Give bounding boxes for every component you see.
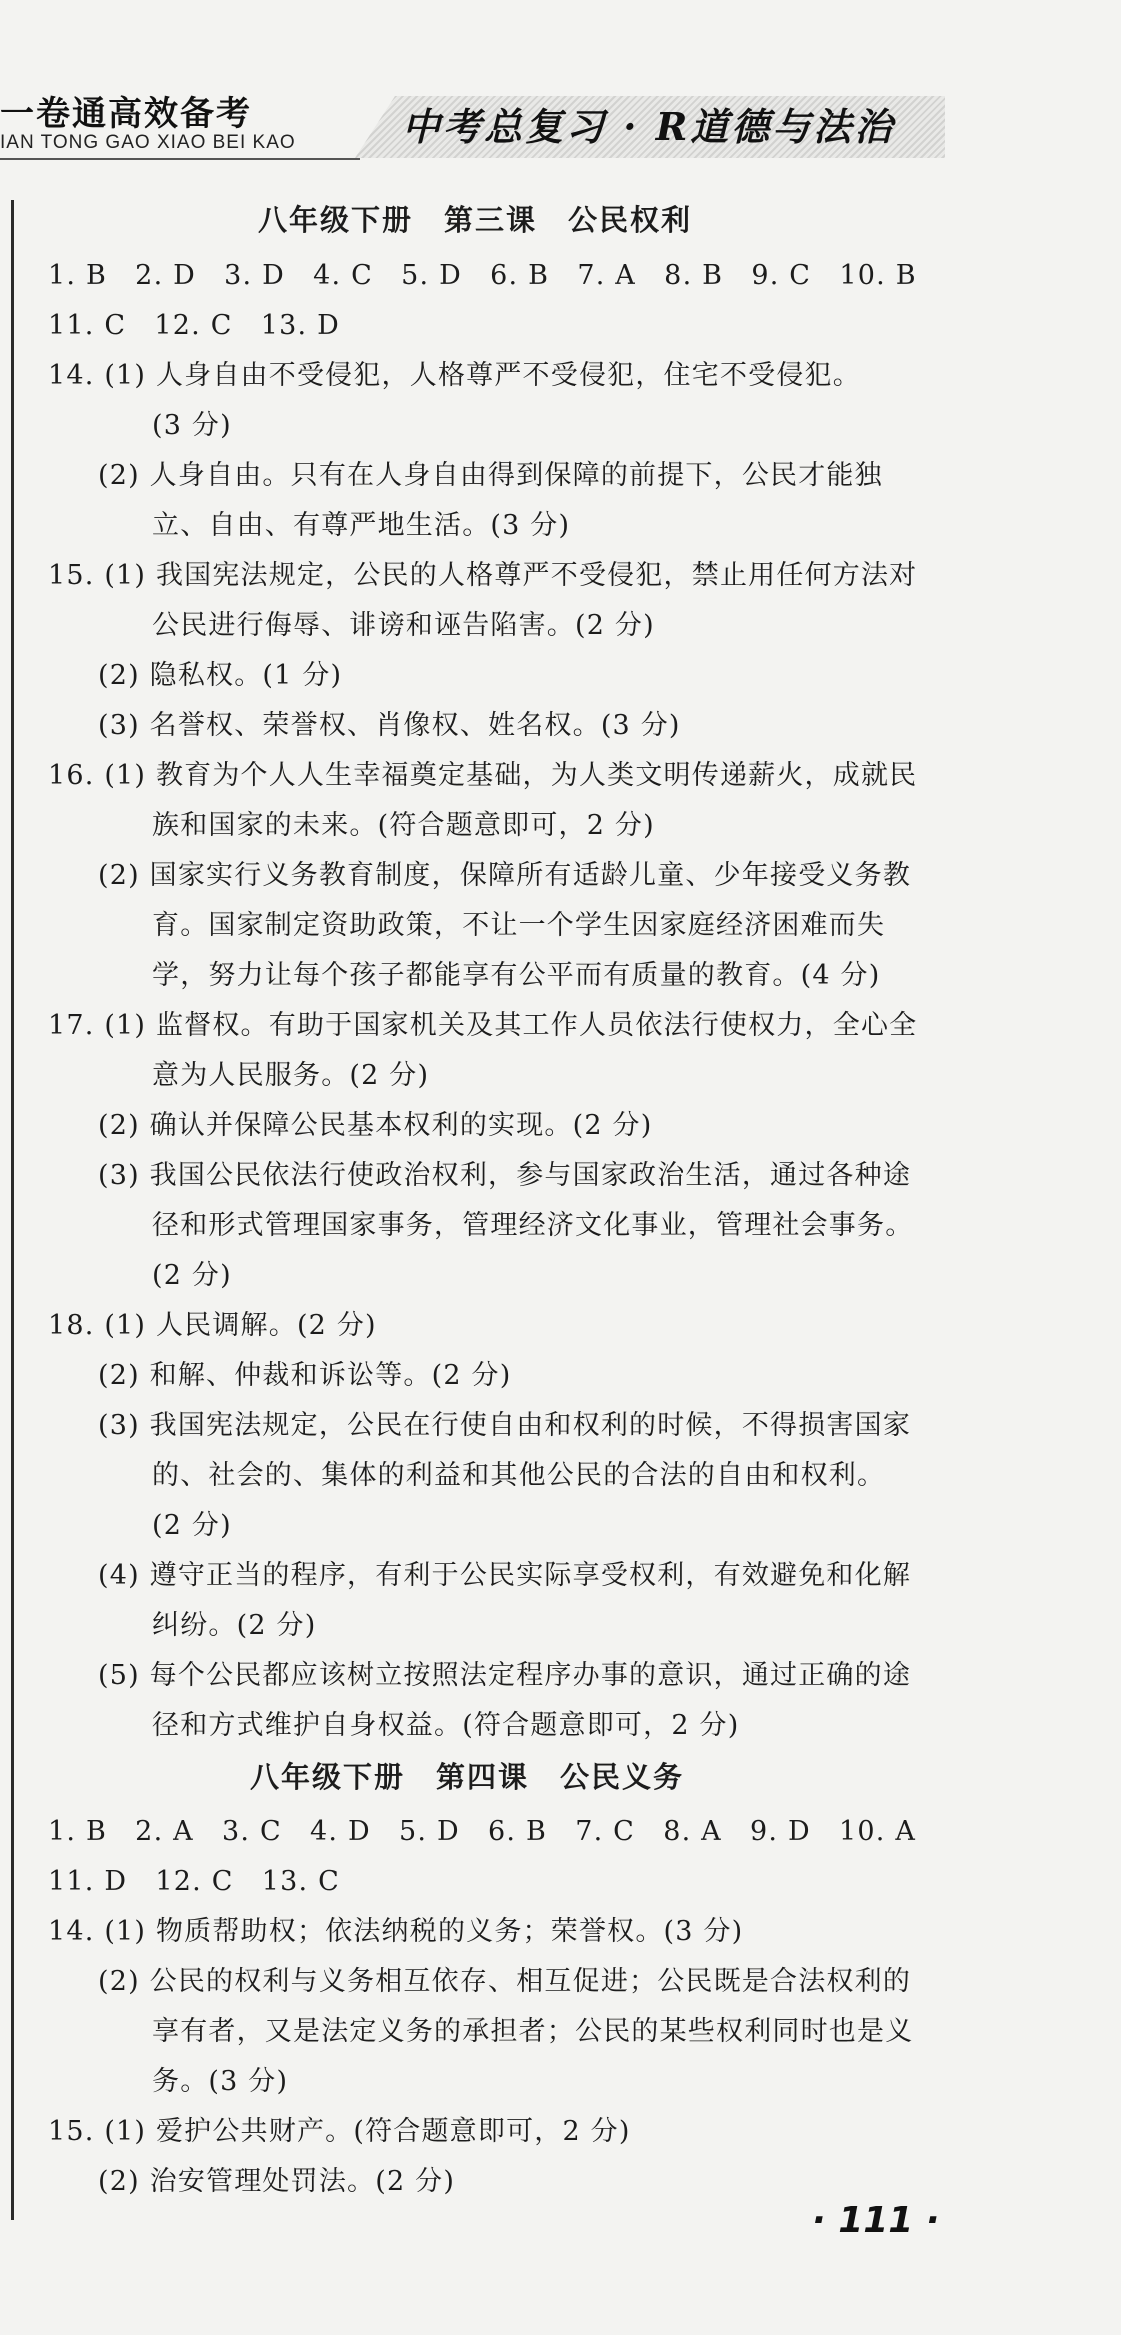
answer-line: 16. (1) 教育为个人人生幸福奠定基础，为人类文明传递薪火，成就民 bbox=[48, 760, 918, 791]
answer-line: 径和方式维护自身权益。(符合题意即可，2 分) bbox=[152, 1710, 740, 1741]
answer-line: 的、社会的、集体的利益和其他公民的合法的自由和权利。 bbox=[152, 1460, 886, 1491]
answer-line: (5) 每个公民都应该树立按照法定程序办事的意识，通过正确的途 bbox=[98, 1660, 912, 1691]
brand-subtitle: IAN TONG GAO XIAO BEI KAO bbox=[0, 132, 296, 153]
answer-line: (4) 遵守正当的程序，有利于公民实际享受权利，有效避免和化解 bbox=[98, 1560, 912, 1591]
answer-line: 14. (1) 人身自由不受侵犯，人格尊严不受侵犯，住宅不受侵犯。 bbox=[48, 360, 861, 391]
answer-line: 11. D 12. C 13. C bbox=[48, 1866, 340, 1897]
answer-line: 1. B 2. D 3. D 4. C 5. D 6. B 7. A 8. B 9. C 10. B bbox=[48, 260, 917, 291]
answer-line: (3 分) bbox=[152, 410, 232, 441]
answer-line: (3) 名誉权、荣誉权、肖像权、姓名权。(3 分) bbox=[98, 710, 681, 741]
answer-line: (2) 和解、仲裁和诉讼等。(2 分) bbox=[98, 1360, 512, 1391]
answer-line: (2) 隐私权。(1 分) bbox=[98, 660, 343, 691]
answer-line: 公民进行侮辱、诽谤和诬告陷害。(2 分) bbox=[152, 610, 655, 641]
answer-line: (2 分) bbox=[152, 1510, 232, 1541]
answer-line: 18. (1) 人民调解。(2 分) bbox=[48, 1310, 377, 1341]
answer-line: 15. (1) 爱护公共财产。(符合题意即可，2 分) bbox=[48, 2116, 631, 2147]
answer-line: 立、自由、有尊严地生活。(3 分) bbox=[152, 510, 571, 541]
answer-line: 享有者，又是法定义务的承担者；公民的某些权利同时也是义 bbox=[152, 2016, 914, 2047]
answer-line: 14. (1) 物质帮助权；依法纳税的义务；荣誉权。(3 分) bbox=[48, 1916, 744, 1947]
answer-line: (2) 确认并保障公民基本权利的实现。(2 分) bbox=[98, 1110, 653, 1141]
margin-bar bbox=[11, 200, 14, 2220]
answer-line: 15. (1) 我国宪法规定，公民的人格尊严不受侵犯，禁止用任何方法对 bbox=[48, 560, 918, 591]
answer-line: (2 分) bbox=[152, 1260, 232, 1291]
answer-line: (2) 治安管理处罚法。(2 分) bbox=[98, 2166, 456, 2197]
answer-line: (2) 国家实行义务教育制度，保障所有适龄儿童、少年接受义务教 bbox=[98, 860, 912, 891]
answer-line: (2) 人身自由。只有在人身自由得到保障的前提下，公民才能独 bbox=[98, 460, 883, 491]
page-header bbox=[0, 0, 1121, 170]
answer-line: (3) 我国宪法规定，公民在行使自由和权利的时候，不得损害国家 bbox=[98, 1410, 912, 1441]
answer-line: (3) 我国公民依法行使政治权利，参与国家政治生活，通过各种途 bbox=[98, 1160, 912, 1191]
header-rule bbox=[0, 158, 360, 160]
answer-line: 纠纷。(2 分) bbox=[152, 1610, 317, 1641]
answer-line: 族和国家的未来。(符合题意即可，2 分) bbox=[152, 810, 655, 841]
answer-line: (2) 公民的权利与义务相互依存、相互促进；公民既是合法权利的 bbox=[98, 1966, 912, 1997]
answer-line: 1. B 2. A 3. C 4. D 5. D 6. B 7. C 8. A 9. D 10. A bbox=[48, 1816, 917, 1847]
brand-title: 一卷通高效备考 bbox=[0, 94, 252, 134]
page-number: · 111 · bbox=[812, 2200, 940, 2241]
answer-line: 17. (1) 监督权。有助于国家机关及其工作人员依法行使权力，全心全 bbox=[48, 1010, 918, 1041]
answer-line: 意为人民服务。(2 分) bbox=[152, 1060, 430, 1091]
banner-title: 中考总复习 · R道德与法治 bbox=[402, 104, 896, 149]
answer-line: 育。国家制定资助政策，不让一个学生因家庭经济困难而失 bbox=[152, 910, 886, 941]
answer-line: 务。(3 分) bbox=[152, 2066, 289, 2097]
section-title: 八年级下册 第三课 公民权利 bbox=[258, 203, 693, 237]
answer-line: 学，努力让每个孩子都能享有公平而有质量的教育。(4 分) bbox=[152, 960, 881, 991]
section-title: 八年级下册 第四课 公民义务 bbox=[250, 1760, 685, 1794]
answer-line: 11. C 12. C 13. D bbox=[48, 310, 340, 341]
answer-line: 径和形式管理国家事务，管理经济文化事业，管理社会事务。 bbox=[152, 1210, 914, 1241]
